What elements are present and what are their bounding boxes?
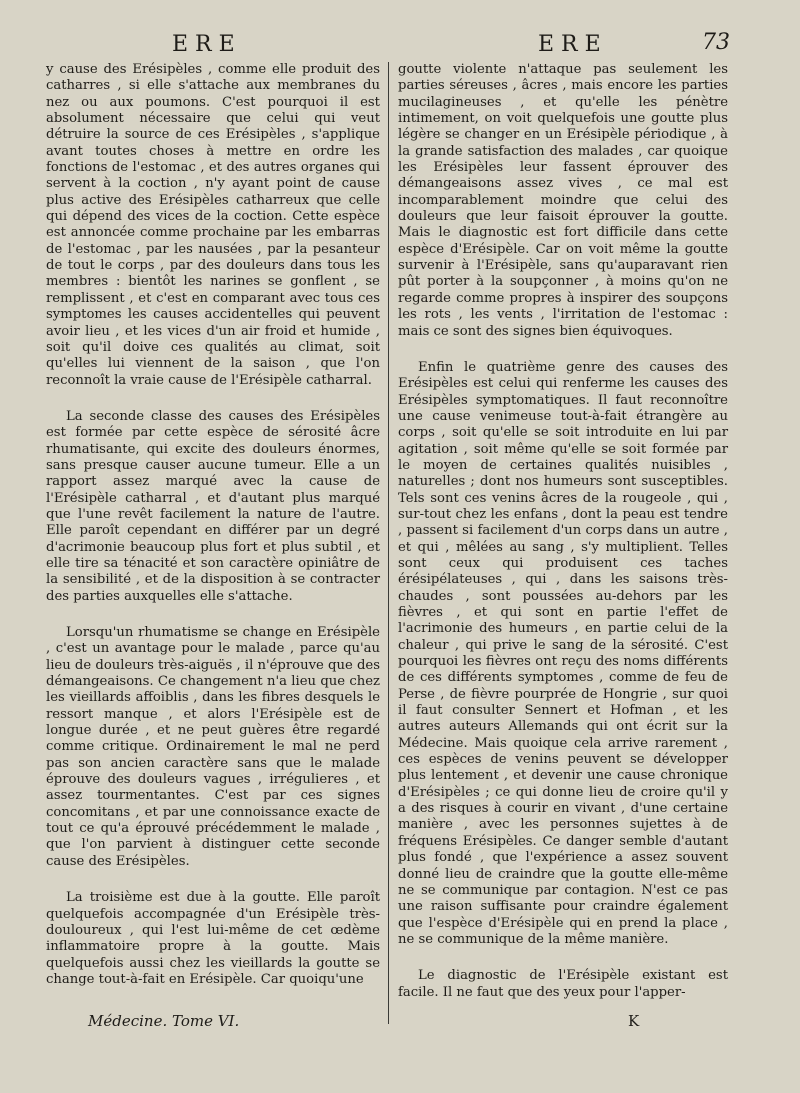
signature-mark: K <box>628 1012 640 1030</box>
paragraph: y cause des Erésipèles , comme elle produit des catharres , si elle s'attache aux membranes du nez ou aux poumons. C'est pourquoi il est absolument nécessaire que celui qui veut détruire la source de ces Erésipèles , s'applique avant toutes choses à mettre en ordre les fonctions de l'estomac , et des autres organes qui servent à la coction , n'y ayant point de cause plus active des Erésipèles catharreux que celle qui dépend des vices de la coction. Cette espèce est annoncée comme prochaine par les embarras de l'estomac , par les nausées , par la pesanteur de tout le corps , par des douleurs dans tous les membres : bientôt les narines se gonflent , se remplissent , et c'est en comparant avec tous ces symptomes les causes accidentelles qui peuvent avoir lieu , et les vices d'un air froid et humide , soit qu'il doive ces qualités au climat, soit qu'elles lui viennent de la saison , que l'on reconnoît la vraie cause de l'Erésipèle catharral. <box>46 62 380 388</box>
left-column <box>46 62 380 988</box>
paragraph: Enfin le quatrième genre des causes des Erésipèles est celui qui renferme les causes des Erésipèles symptomatiques. Il faut reconnoître une cause venimeuse tout-à-fait étrangère au corps , soit qu'elle se soit introduite en lui par agitation , soit même qu'elle se soit formée par le moyen de certaines qualités nuisibles , naturelles ; dont nos humeurs sont susceptibles. Tels sont ces venins âcres de la rougeole , qui , sur-tout chez les enfans , dont la peau est tendre , passent si facilement d'un corps dans un autre , et qui , mêlées au sang , s'y multiplient. Telles sont ceux qui produisent ces taches érésipélateuses , qui , dans les saisons très-chaudes , sont poussées au-dehors par les fièvres , et qui sont en partie l'effet de l'acrimonie des humeurs , en partie celui de la chaleur , qui prive le sang de la sérosité. C'est pourquoi les fièvres ont reçu des noms différents de ces différents symptomes , comme de feu de Perse , de fièvre pourprée de Hongrie , sur quoi il faut consulter Sennert et Hofman , et les autres auteurs Allemands qui ont écrit sur la Médecine. Mais quoique cela arrive rarement , ces espèces de venins peuvent se développer plus lentement , et devenir une cause chronique d'Erésipèles ; ce qui donne lieu de croire qu'il y a des risques à courir en vivant , d'une certaine manière , avec les personnes sujettes à de fréquens Erésipèles. Ce danger semble d'autant plus fondé , que l'expérience a assez souvent donné lieu de craindre que la goutte elle-même ne se communique par contagion. N'est ce pas une raison suffisante pour craindre également que l'espèce d'Erésipèle qui en prend la place , ne se communique de la même manière. <box>398 359 728 947</box>
paragraph: Le diagnostic de l'Erésipèle existant est facile. Il ne faut que des yeux pour l'apper- <box>398 968 728 1000</box>
paragraph: Lorsqu'un rhumatisme se change en Erésipèle , c'est un avantage pour le malade , parce qu'au lieu de douleurs très-aiguës , il n'éprouve que des démangeaisons. Ce changement n'a lieu que chez les vieillards affoiblis , dans les fibres desquels le ressort manque , et alors l'Erésipèle est de longue durée , et ne peut guères être regardé comme critique. Ordinairement le mal ne perd pas son ancien caractère sans que le malade éprouve des douleurs vagues , irrégulieres , et assez tourmentantes. C'est par ces signes concomitans , et par une connoissance exacte de tout ce qu'a éprouvé précédemment le malade , que l'on parvient à distinguer cette seconde cause des Erésipèles. <box>46 625 380 869</box>
paragraph: La seconde classe des causes des Erésipèles est formée par cette espèce de sérosité âcre rhumatisante, qui excite des douleurs énormes, sans presque causer aucune tumeur. Elle a un rapport assez marqué avec la cause de l'Erésipèle catharral , et d'autant plus marqué que l'une revêt facilement la nature de l'autre. Elle paroît cependant en différer par un degré d'acrimonie beaucoup plus fort et plus subtil , et elle tire sa ténacité et son caractère opiniâtre de la sensibilité , et de la disposition à se contracter des parties auxquelles elle s'attache. <box>46 408 380 604</box>
running-head-right: ERE <box>538 32 608 57</box>
signature-line: Médecine. Tome VI. <box>88 1012 240 1030</box>
running-head-left: ERE <box>172 32 242 57</box>
paragraph: La troisième est due à la goutte. Elle paroît quelquefois accompagnée d'un Erésipèle très-douloureux , qui l'est lui-même de cet œdème inflammatoire propre à la goutte. Mais quelquefois aussi chez les vieillards la goutte se change tout-à-fait en Erésipèle. Car quoiqu'une <box>46 890 380 987</box>
column-divider <box>388 62 389 1024</box>
paragraph: goutte violente n'attaque pas seulement les parties séreuses , âcres , mais encore les parties mucilagineuses , et qu'elle les pénètre intimement, on voit quelquefois une goutte plus légère se changer en un Erésipèle périodique , à la grande satisfaction des malades , car quoique les Erésipèles leur fassent éprouver des démangeaisons assez vives , ce mal est incomparablement moindre que celui des douleurs que leur faisoit éprouver la goutte. Mais le diagnostic est fort difficile dans cette espèce d'Erésipèle. Car on voit même la goutte survenir à l'Erésipèle, sans qu'auparavant rien pût porter à la soupçonner , à moins qu'on ne regarde comme propres à inspirer des soupçons les rots , les vents , l'irritation de l'estomac : mais ce sont des signes bien équivoques. <box>398 62 728 339</box>
right-column <box>398 62 728 1001</box>
page-number: 73 <box>702 30 730 55</box>
